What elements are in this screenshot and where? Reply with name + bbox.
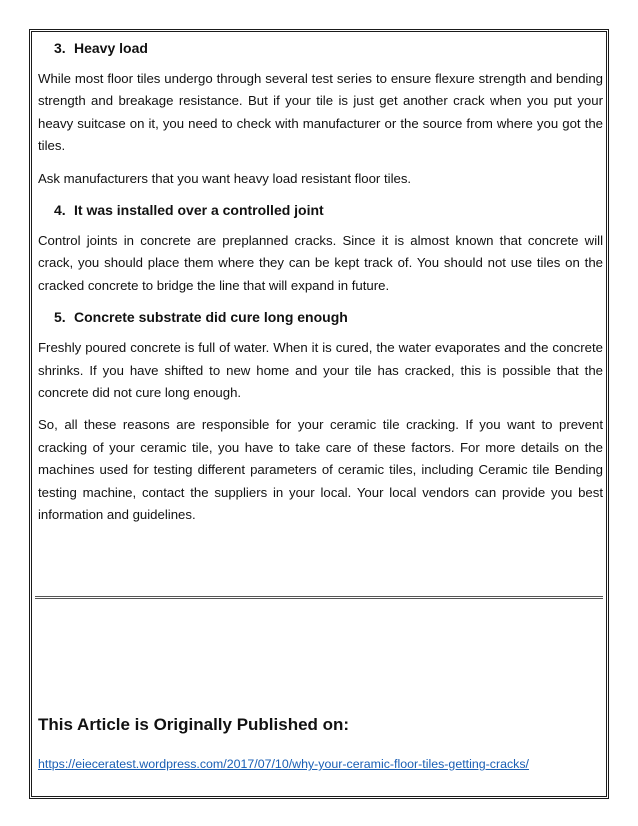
publication-heading: This Article is Originally Published on: [38,715,350,734]
section-heading-concrete-cure [38,307,603,327]
section-title: Concrete substrate did cure long enough [74,309,348,326]
section-title: It was installed over a controlled joint [74,202,324,219]
section-heading-controlled-joint [38,200,603,220]
paragraph: So, all these reasons are responsible for your ceramic tile cracking. If you want to prevent cracking of your ceramic tile, you have to take care of these factors. For more details on the machines used for testing different parameters of ceramic tiles, including Ceramic tile Bending testing machine, contact the suppliers in your local. Your local vendors can provide you best information and guidelines. [38,417,603,523]
paragraph: Ask manufacturers that you want heavy load resistant floor tiles. [38,170,412,186]
section-divider [35,596,603,599]
section-title: Heavy load [74,40,148,56]
paragraph: Freshly poured concrete is full of water. When it is cured, the water evaporates and the concrete shrinks. If you have shifted to new home and your tile has cracked, this is possible that the concrete did not cure long enough. [38,340,603,401]
paragraph: While most floor tiles undergo through several test series to ensure flexure strength and bending strength and breakage resistance. But if your tile is just get another crack when you put your heavy suitcase on it, you need to check with manufacturer or the source from where you got the tiles. [38,71,603,154]
paragraph: Control joints in concrete are preplanned cracks. Since it is almost known that concrete will crack, you should place them where they can be kept track of. You should not use tiles on the cracked concrete to bridge the line that will expand in future. [38,233,603,293]
publication-link[interactable]: https://eieceratest.wordpress.com/2017/07/10/why-your-ceramic-floor-tiles-getting-cracks/ [38,757,529,771]
section-number: 5. [54,309,66,326]
section-number: 4. [54,202,66,219]
section-heading-heavy-load [38,38,603,58]
article-body [38,38,603,537]
section-number: 3. [54,40,66,56]
